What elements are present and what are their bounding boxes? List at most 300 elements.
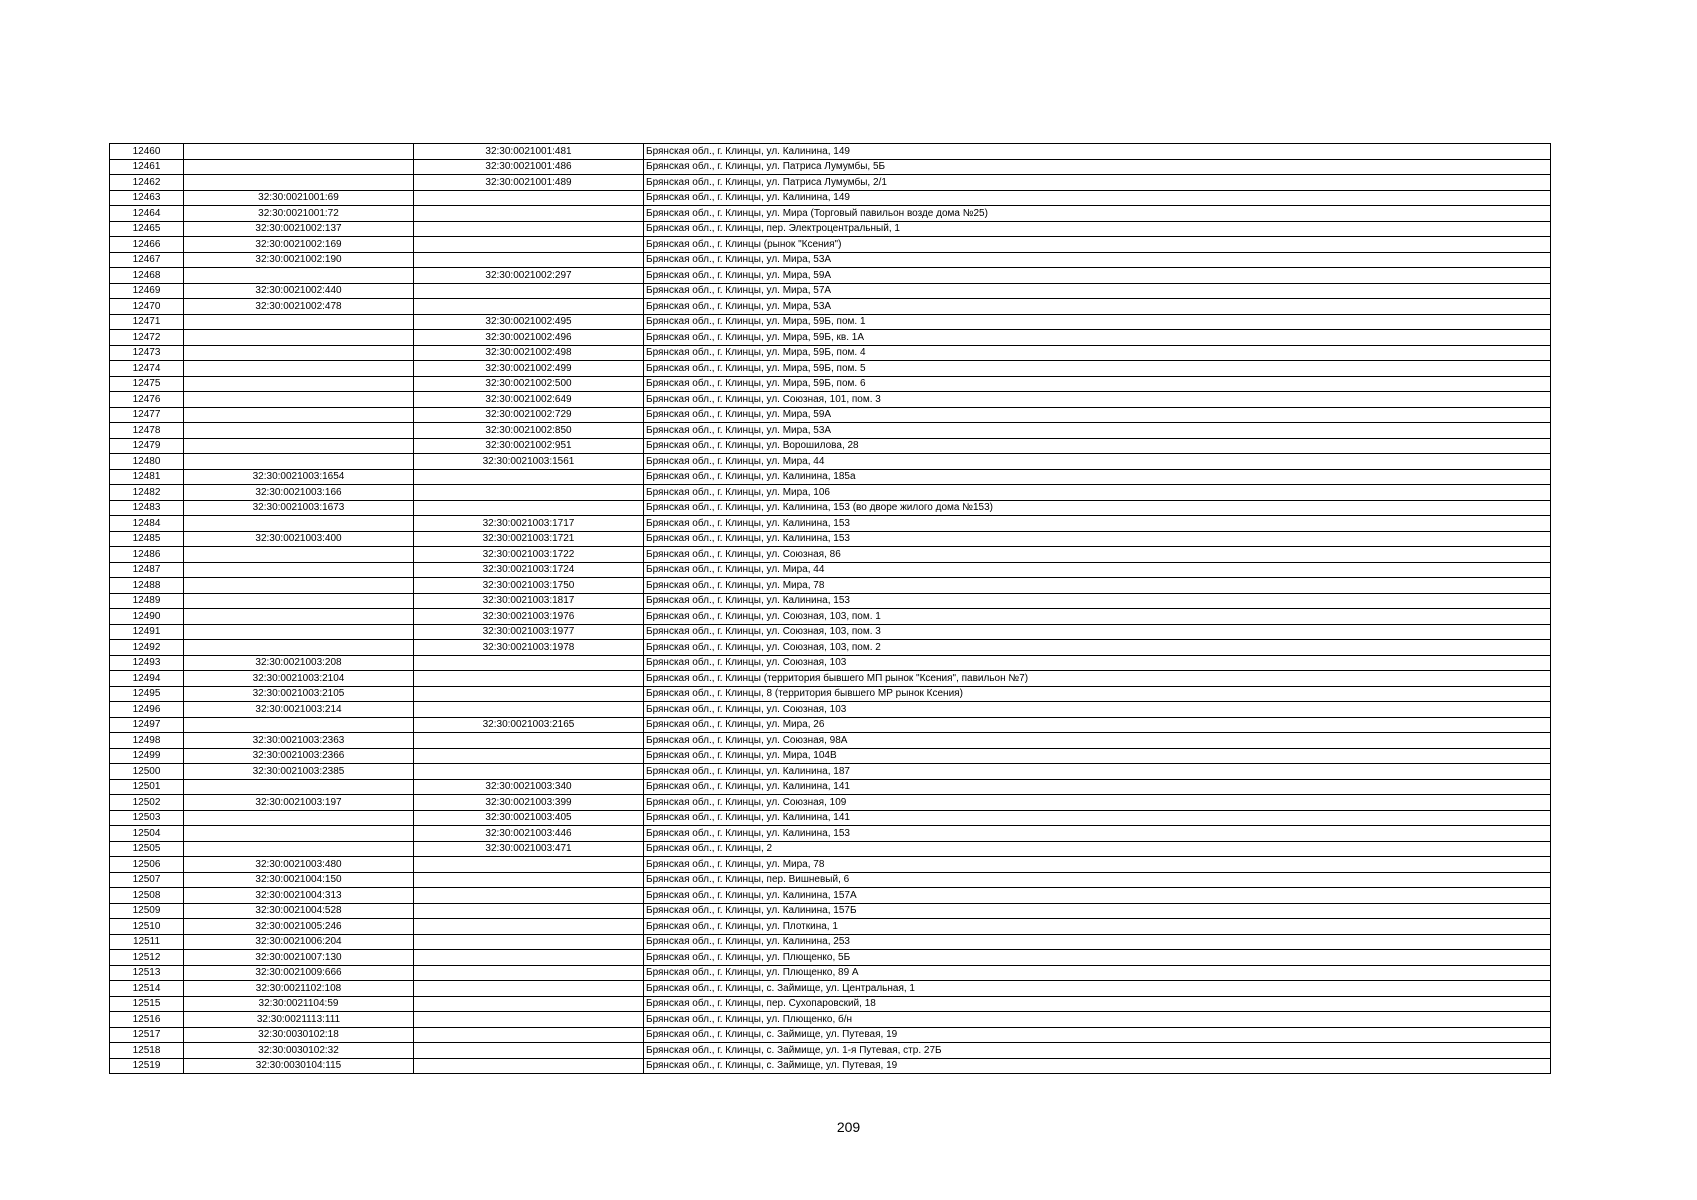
cadastral-number-cell: 32:30:0021003:1654 — [184, 469, 414, 485]
address-cell: Брянская обл., г. Клинцы, ул. Мира, 78 — [644, 578, 1551, 594]
cadastral-number-cell — [184, 438, 414, 454]
address-cell: Брянская обл., г. Клинцы, ул. Ворошилова, 28 — [644, 438, 1551, 454]
page-number: 209 — [836, 1119, 861, 1135]
row-number-cell: 12499 — [110, 748, 184, 764]
related-cadastral-number-cell — [414, 655, 644, 671]
cadastral-number-cell: 32:30:0021003:166 — [184, 485, 414, 501]
address-cell: Брянская обл., г. Клинцы, ул. Союзная, 103, пом. 2 — [644, 640, 1551, 656]
table-row — [110, 314, 1551, 330]
related-cadastral-number-cell — [414, 996, 644, 1012]
table-row — [110, 237, 1551, 253]
cadastral-number-cell — [184, 841, 414, 857]
cadastral-number-cell — [184, 407, 414, 423]
cadastral-number-cell: 32:30:0021004:313 — [184, 888, 414, 904]
address-cell: Брянская обл., г. Клинцы, ул. Мира (Торговый павильон возде дома №25) — [644, 206, 1551, 222]
row-number-cell: 12470 — [110, 299, 184, 315]
row-number-cell: 12492 — [110, 640, 184, 656]
address-cell: Брянская обл., г. Клинцы, ул. Союзная, 98А — [644, 733, 1551, 749]
related-cadastral-number-cell: 32:30:0021003:1722 — [414, 547, 644, 563]
table-row — [110, 361, 1551, 377]
cadastral-number-cell — [184, 330, 414, 346]
related-cadastral-number-cell — [414, 283, 644, 299]
row-number-cell: 12490 — [110, 609, 184, 625]
address-cell: Брянская обл., г. Клинцы, ул. Мира, 104В — [644, 748, 1551, 764]
table-row — [110, 485, 1551, 501]
row-number-cell: 12467 — [110, 252, 184, 268]
cadastral-number-cell: 32:30:0021102:108 — [184, 981, 414, 997]
address-cell: Брянская обл., г. Клинцы, ул. Союзная, 103 — [644, 702, 1551, 718]
table-row — [110, 872, 1551, 888]
table-row — [110, 190, 1551, 206]
cadastral-number-cell: 32:30:0021001:69 — [184, 190, 414, 206]
cadastral-number-cell: 32:30:0021003:197 — [184, 795, 414, 811]
row-number-cell: 12500 — [110, 764, 184, 780]
table-row — [110, 624, 1551, 640]
address-cell: Брянская обл., г. Клинцы, ул. Союзная, 103, пом. 3 — [644, 624, 1551, 640]
table-row — [110, 1012, 1551, 1028]
row-number-cell: 12481 — [110, 469, 184, 485]
address-cell: Брянская обл., г. Клинцы, ул. Калинина, 153 — [644, 826, 1551, 842]
related-cadastral-number-cell — [414, 252, 644, 268]
row-number-cell: 12503 — [110, 810, 184, 826]
row-number-cell: 12508 — [110, 888, 184, 904]
address-cell: Брянская обл., г. Клинцы, ул. Мира, 59Б, пом. 5 — [644, 361, 1551, 377]
address-cell: Брянская обл., г. Клинцы (территория бывшего МП рынок "Ксения", павильон №7) — [644, 671, 1551, 687]
related-cadastral-number-cell: 32:30:0021003:405 — [414, 810, 644, 826]
row-number-cell: 12484 — [110, 516, 184, 532]
row-number-cell: 12495 — [110, 686, 184, 702]
table-row — [110, 748, 1551, 764]
table-row — [110, 1043, 1551, 1059]
row-number-cell: 12477 — [110, 407, 184, 423]
address-cell: Брянская обл., г. Клинцы, ул. Калинина, 187 — [644, 764, 1551, 780]
row-number-cell: 12480 — [110, 454, 184, 470]
related-cadastral-number-cell: 32:30:0021001:486 — [414, 159, 644, 175]
row-number-cell: 12506 — [110, 857, 184, 873]
related-cadastral-number-cell — [414, 671, 644, 687]
address-cell: Брянская обл., г. Клинцы, с. Займище, ул. Центральная, 1 — [644, 981, 1551, 997]
related-cadastral-number-cell — [414, 950, 644, 966]
related-cadastral-number-cell: 32:30:0021002:496 — [414, 330, 644, 346]
address-cell: Брянская обл., г. Клинцы, ул. Союзная, 103 — [644, 655, 1551, 671]
table-row — [110, 1058, 1551, 1074]
row-number-cell: 12504 — [110, 826, 184, 842]
cadastral-number-cell: 32:30:0021003:400 — [184, 531, 414, 547]
related-cadastral-number-cell — [414, 1027, 644, 1043]
address-cell: Брянская обл., г. Клинцы, пер. Вишневый, 6 — [644, 872, 1551, 888]
row-number-cell: 12461 — [110, 159, 184, 175]
table-row — [110, 593, 1551, 609]
cadastral-number-cell — [184, 144, 414, 160]
related-cadastral-number-cell — [414, 702, 644, 718]
cadastral-number-cell — [184, 376, 414, 392]
address-cell: Брянская обл., г. Клинцы, ул. Мира, 53А — [644, 252, 1551, 268]
row-number-cell: 12488 — [110, 578, 184, 594]
row-number-cell: 12464 — [110, 206, 184, 222]
cadastral-number-cell: 32:30:0030102:32 — [184, 1043, 414, 1059]
related-cadastral-number-cell: 32:30:0021001:489 — [414, 175, 644, 191]
address-cell: Брянская обл., г. Клинцы, ул. Плющенко, б/н — [644, 1012, 1551, 1028]
related-cadastral-number-cell: 32:30:0021003:1724 — [414, 562, 644, 578]
table-row — [110, 888, 1551, 904]
table-row — [110, 702, 1551, 718]
address-cell: Брянская обл., г. Клинцы, ул. Мира, 53А — [644, 423, 1551, 439]
address-cell: Брянская обл., г. Клинцы, 2 — [644, 841, 1551, 857]
row-number-cell: 12487 — [110, 562, 184, 578]
address-cell: Брянская обл., г. Клинцы, ул. Калинина, 157Б — [644, 903, 1551, 919]
register-table-body — [110, 144, 1551, 1074]
address-cell: Брянская обл., г. Клинцы, ул. Мира, 44 — [644, 562, 1551, 578]
related-cadastral-number-cell: 32:30:0021002:495 — [414, 314, 644, 330]
address-cell: Брянская обл., г. Клинцы, ул. Мира, 26 — [644, 717, 1551, 733]
row-number-cell: 12498 — [110, 733, 184, 749]
cadastral-number-cell: 32:30:0021003:480 — [184, 857, 414, 873]
cadastral-number-cell: 32:30:0021003:2363 — [184, 733, 414, 749]
table-row — [110, 144, 1551, 160]
address-cell: Брянская обл., г. Клинцы, ул. Мира, 44 — [644, 454, 1551, 470]
table-row — [110, 159, 1551, 175]
address-cell: Брянская обл., г. Клинцы, ул. Калинина, 149 — [644, 144, 1551, 160]
address-cell: Брянская обл., г. Клинцы, ул. Калинина, 253 — [644, 934, 1551, 950]
table-row — [110, 795, 1551, 811]
related-cadastral-number-cell — [414, 500, 644, 516]
related-cadastral-number-cell — [414, 1012, 644, 1028]
row-number-cell: 12501 — [110, 779, 184, 795]
related-cadastral-number-cell: 32:30:0021002:649 — [414, 392, 644, 408]
row-number-cell: 12518 — [110, 1043, 184, 1059]
cadastral-number-cell — [184, 826, 414, 842]
related-cadastral-number-cell: 32:30:0021003:2165 — [414, 717, 644, 733]
address-cell: Брянская обл., г. Клинцы, ул. Калинина, 153 — [644, 531, 1551, 547]
table-row — [110, 841, 1551, 857]
row-number-cell: 12473 — [110, 345, 184, 361]
table-row — [110, 175, 1551, 191]
cadastral-number-cell: 32:30:0030102:18 — [184, 1027, 414, 1043]
table-row — [110, 516, 1551, 532]
cadastral-number-cell: 32:30:0021004:528 — [184, 903, 414, 919]
address-cell: Брянская обл., г. Клинцы, с. Займище, ул. Путевая, 19 — [644, 1058, 1551, 1074]
table-row — [110, 454, 1551, 470]
address-cell: Брянская обл., г. Клинцы, ул. Мира, 59А — [644, 407, 1551, 423]
related-cadastral-number-cell — [414, 733, 644, 749]
related-cadastral-number-cell: 32:30:0021003:340 — [414, 779, 644, 795]
table-row — [110, 919, 1551, 935]
address-cell: Брянская обл., г. Клинцы, ул. Союзная, 86 — [644, 547, 1551, 563]
table-row — [110, 686, 1551, 702]
row-number-cell: 12514 — [110, 981, 184, 997]
related-cadastral-number-cell: 32:30:0021003:1717 — [414, 516, 644, 532]
row-number-cell: 12497 — [110, 717, 184, 733]
table-row — [110, 562, 1551, 578]
address-cell: Брянская обл., г. Клинцы, ул. Плоткина, 1 — [644, 919, 1551, 935]
related-cadastral-number-cell — [414, 764, 644, 780]
table-row — [110, 764, 1551, 780]
address-cell: Брянская обл., г. Клинцы, ул. Калинина, 149 — [644, 190, 1551, 206]
row-number-cell: 12519 — [110, 1058, 184, 1074]
cadastral-number-cell — [184, 454, 414, 470]
table-row — [110, 826, 1551, 842]
row-number-cell: 12479 — [110, 438, 184, 454]
cadastral-number-cell: 32:30:0021113:111 — [184, 1012, 414, 1028]
cadastral-number-cell: 32:30:0021003:214 — [184, 702, 414, 718]
table-row — [110, 857, 1551, 873]
cadastral-number-cell — [184, 547, 414, 563]
address-cell: Брянская обл., г. Клинцы, ул. Калинина, 153 (во дворе жилого дома №153) — [644, 500, 1551, 516]
row-number-cell: 12496 — [110, 702, 184, 718]
related-cadastral-number-cell — [414, 686, 644, 702]
related-cadastral-number-cell: 32:30:0021002:850 — [414, 423, 644, 439]
related-cadastral-number-cell: 32:30:0021003:1976 — [414, 609, 644, 625]
address-cell: Брянская обл., г. Клинцы, ул. Союзная, 101, пом. 3 — [644, 392, 1551, 408]
table-row — [110, 671, 1551, 687]
cadastral-number-cell — [184, 175, 414, 191]
row-number-cell: 12505 — [110, 841, 184, 857]
table-row — [110, 221, 1551, 237]
cadastral-number-cell: 32:30:0021007:130 — [184, 950, 414, 966]
cadastral-number-cell: 32:30:0021002:478 — [184, 299, 414, 315]
address-cell: Брянская обл., г. Клинцы, ул. Мира, 59А — [644, 268, 1551, 284]
row-number-cell: 12510 — [110, 919, 184, 935]
cadastral-number-cell — [184, 624, 414, 640]
table-row — [110, 299, 1551, 315]
row-number-cell: 12491 — [110, 624, 184, 640]
cadastral-number-cell: 32:30:0021003:2366 — [184, 748, 414, 764]
cadastral-number-cell — [184, 562, 414, 578]
property-register-table — [109, 143, 1551, 1074]
address-cell: Брянская обл., г. Клинцы, ул. Мира, 57А — [644, 283, 1551, 299]
table-row — [110, 206, 1551, 222]
related-cadastral-number-cell — [414, 299, 644, 315]
address-cell: Брянская обл., г. Клинцы, ул. Мира, 78 — [644, 857, 1551, 873]
related-cadastral-number-cell — [414, 981, 644, 997]
address-cell: Брянская обл., г. Клинцы, ул. Калинина, 141 — [644, 779, 1551, 795]
table-row — [110, 903, 1551, 919]
cadastral-number-cell — [184, 268, 414, 284]
related-cadastral-number-cell — [414, 469, 644, 485]
related-cadastral-number-cell — [414, 221, 644, 237]
table-row — [110, 655, 1551, 671]
related-cadastral-number-cell: 32:30:0021003:446 — [414, 826, 644, 842]
related-cadastral-number-cell — [414, 1043, 644, 1059]
cadastral-number-cell — [184, 516, 414, 532]
cadastral-number-cell: 32:30:0021003:1673 — [184, 500, 414, 516]
table-row — [110, 423, 1551, 439]
related-cadastral-number-cell: 32:30:0021003:1977 — [414, 624, 644, 640]
cadastral-number-cell — [184, 609, 414, 625]
related-cadastral-number-cell — [414, 206, 644, 222]
row-number-cell: 12507 — [110, 872, 184, 888]
related-cadastral-number-cell: 32:30:0021003:1721 — [414, 531, 644, 547]
table-row — [110, 981, 1551, 997]
cadastral-number-cell: 32:30:0030104:115 — [184, 1058, 414, 1074]
related-cadastral-number-cell — [414, 485, 644, 501]
address-cell: Брянская обл., г. Клинцы (рынок "Ксения") — [644, 237, 1551, 253]
row-number-cell: 12502 — [110, 795, 184, 811]
related-cadastral-number-cell: 32:30:0021003:1817 — [414, 593, 644, 609]
address-cell: Брянская обл., г. Клинцы, ул. Калинина, 141 — [644, 810, 1551, 826]
table-row — [110, 469, 1551, 485]
table-row — [110, 330, 1551, 346]
table-row — [110, 996, 1551, 1012]
row-number-cell: 12512 — [110, 950, 184, 966]
cadastral-number-cell — [184, 345, 414, 361]
table-row — [110, 640, 1551, 656]
cadastral-number-cell: 32:30:0021009:666 — [184, 965, 414, 981]
related-cadastral-number-cell: 32:30:0021002:297 — [414, 268, 644, 284]
row-number-cell: 12493 — [110, 655, 184, 671]
cadastral-number-cell: 32:30:0021006:204 — [184, 934, 414, 950]
related-cadastral-number-cell — [414, 888, 644, 904]
address-cell: Брянская обл., г. Клинцы, ул. Мира, 59Б, пом. 6 — [644, 376, 1551, 392]
row-number-cell: 12472 — [110, 330, 184, 346]
table-row — [110, 345, 1551, 361]
row-number-cell: 12463 — [110, 190, 184, 206]
address-cell: Брянская обл., г. Клинцы, ул. Мира, 59Б, кв. 1А — [644, 330, 1551, 346]
table-row — [110, 733, 1551, 749]
row-number-cell: 12515 — [110, 996, 184, 1012]
address-cell: Брянская обл., г. Клинцы, пер. Электроцентральный, 1 — [644, 221, 1551, 237]
related-cadastral-number-cell — [414, 237, 644, 253]
related-cadastral-number-cell: 32:30:0021002:951 — [414, 438, 644, 454]
address-cell: Брянская обл., г. Клинцы, ул. Патриса Лумумбы, 5Б — [644, 159, 1551, 175]
row-number-cell: 12468 — [110, 268, 184, 284]
related-cadastral-number-cell — [414, 748, 644, 764]
cadastral-number-cell: 32:30:0021001:72 — [184, 206, 414, 222]
cadastral-number-cell: 32:30:0021004:150 — [184, 872, 414, 888]
cadastral-number-cell: 32:30:0021002:137 — [184, 221, 414, 237]
address-cell: Брянская обл., г. Клинцы, ул. Мира, 53А — [644, 299, 1551, 315]
related-cadastral-number-cell: 32:30:0021001:481 — [414, 144, 644, 160]
table-row — [110, 810, 1551, 826]
address-cell: Брянская обл., г. Клинцы, ул. Калинина, 153 — [644, 593, 1551, 609]
cadastral-number-cell — [184, 361, 414, 377]
cadastral-number-cell: 32:30:0021002:190 — [184, 252, 414, 268]
table-row — [110, 500, 1551, 516]
cadastral-number-cell: 32:30:0021104:59 — [184, 996, 414, 1012]
row-number-cell: 12478 — [110, 423, 184, 439]
table-row — [110, 547, 1551, 563]
related-cadastral-number-cell — [414, 965, 644, 981]
address-cell: Брянская обл., г. Клинцы, ул. Плющенко, 89 А — [644, 965, 1551, 981]
address-cell: Брянская обл., г. Клинцы, ул. Патриса Лумумбы, 2/1 — [644, 175, 1551, 191]
address-cell: Брянская обл., г. Клинцы, с. Займище, ул. Путевая, 19 — [644, 1027, 1551, 1043]
cadastral-number-cell — [184, 640, 414, 656]
cadastral-number-cell — [184, 314, 414, 330]
cadastral-number-cell: 32:30:0021003:2104 — [184, 671, 414, 687]
table-row — [110, 438, 1551, 454]
row-number-cell: 12482 — [110, 485, 184, 501]
row-number-cell: 12474 — [110, 361, 184, 377]
row-number-cell: 12466 — [110, 237, 184, 253]
table-row — [110, 965, 1551, 981]
row-number-cell: 12486 — [110, 547, 184, 563]
table-row — [110, 407, 1551, 423]
address-cell: Брянская обл., г. Клинцы, 8 (территория бывшего МР рынок Ксения) — [644, 686, 1551, 702]
table-row — [110, 376, 1551, 392]
row-number-cell: 12489 — [110, 593, 184, 609]
related-cadastral-number-cell — [414, 872, 644, 888]
row-number-cell: 12483 — [110, 500, 184, 516]
cadastral-number-cell — [184, 593, 414, 609]
row-number-cell: 12460 — [110, 144, 184, 160]
related-cadastral-number-cell — [414, 934, 644, 950]
cadastral-number-cell — [184, 810, 414, 826]
row-number-cell: 12465 — [110, 221, 184, 237]
related-cadastral-number-cell — [414, 919, 644, 935]
related-cadastral-number-cell: 32:30:0021003:399 — [414, 795, 644, 811]
related-cadastral-number-cell: 32:30:0021002:500 — [414, 376, 644, 392]
table-row — [110, 268, 1551, 284]
cadastral-number-cell — [184, 578, 414, 594]
address-cell: Брянская обл., г. Клинцы, ул. Калинина, 153 — [644, 516, 1551, 532]
address-cell: Брянская обл., г. Клинцы, ул. Плющенко, 5Б — [644, 950, 1551, 966]
table-row — [110, 531, 1551, 547]
related-cadastral-number-cell: 32:30:0021002:498 — [414, 345, 644, 361]
cadastral-number-cell — [184, 392, 414, 408]
address-cell: Брянская обл., г. Клинцы, ул. Калинина, 157А — [644, 888, 1551, 904]
cadastral-number-cell: 32:30:0021002:440 — [184, 283, 414, 299]
row-number-cell: 12462 — [110, 175, 184, 191]
address-cell: Брянская обл., г. Клинцы, ул. Союзная, 109 — [644, 795, 1551, 811]
row-number-cell: 12513 — [110, 965, 184, 981]
row-number-cell: 12517 — [110, 1027, 184, 1043]
address-cell: Брянская обл., г. Клинцы, с. Займище, ул. 1-я Путевая, стр. 27Б — [644, 1043, 1551, 1059]
related-cadastral-number-cell: 32:30:0021003:1750 — [414, 578, 644, 594]
table-row — [110, 934, 1551, 950]
address-cell: Брянская обл., г. Клинцы, ул. Мира, 59Б, пом. 4 — [644, 345, 1551, 361]
table-row — [110, 1027, 1551, 1043]
cadastral-number-cell: 32:30:0021005:246 — [184, 919, 414, 935]
table-row — [110, 609, 1551, 625]
related-cadastral-number-cell: 32:30:0021003:1561 — [414, 454, 644, 470]
cadastral-number-cell — [184, 159, 414, 175]
cadastral-number-cell — [184, 423, 414, 439]
cadastral-number-cell: 32:30:0021003:2385 — [184, 764, 414, 780]
cadastral-number-cell — [184, 779, 414, 795]
row-number-cell: 12475 — [110, 376, 184, 392]
address-cell: Брянская обл., г. Клинцы, ул. Мира, 106 — [644, 485, 1551, 501]
table-row — [110, 392, 1551, 408]
related-cadastral-number-cell: 32:30:0021002:729 — [414, 407, 644, 423]
related-cadastral-number-cell — [414, 1058, 644, 1074]
related-cadastral-number-cell: 32:30:0021002:499 — [414, 361, 644, 377]
cadastral-number-cell — [184, 717, 414, 733]
address-cell: Брянская обл., г. Клинцы, ул. Мира, 59Б, пом. 1 — [644, 314, 1551, 330]
table-row — [110, 283, 1551, 299]
table-row — [110, 717, 1551, 733]
address-cell: Брянская обл., г. Клинцы, ул. Союзная, 103, пом. 1 — [644, 609, 1551, 625]
cadastral-number-cell: 32:30:0021003:2105 — [184, 686, 414, 702]
row-number-cell: 12485 — [110, 531, 184, 547]
cadastral-number-cell: 32:30:0021003:208 — [184, 655, 414, 671]
row-number-cell: 12469 — [110, 283, 184, 299]
address-cell: Брянская обл., г. Клинцы, ул. Калинина, 185а — [644, 469, 1551, 485]
row-number-cell: 12511 — [110, 934, 184, 950]
table-row — [110, 578, 1551, 594]
table-row — [110, 252, 1551, 268]
related-cadastral-number-cell — [414, 903, 644, 919]
table-row — [110, 779, 1551, 795]
related-cadastral-number-cell — [414, 857, 644, 873]
row-number-cell: 12476 — [110, 392, 184, 408]
row-number-cell: 12494 — [110, 671, 184, 687]
cadastral-number-cell: 32:30:0021002:169 — [184, 237, 414, 253]
table-row — [110, 950, 1551, 966]
related-cadastral-number-cell — [414, 190, 644, 206]
row-number-cell: 12509 — [110, 903, 184, 919]
address-cell: Брянская обл., г. Клинцы, пер. Сухопаровский, 18 — [644, 996, 1551, 1012]
row-number-cell: 12516 — [110, 1012, 184, 1028]
